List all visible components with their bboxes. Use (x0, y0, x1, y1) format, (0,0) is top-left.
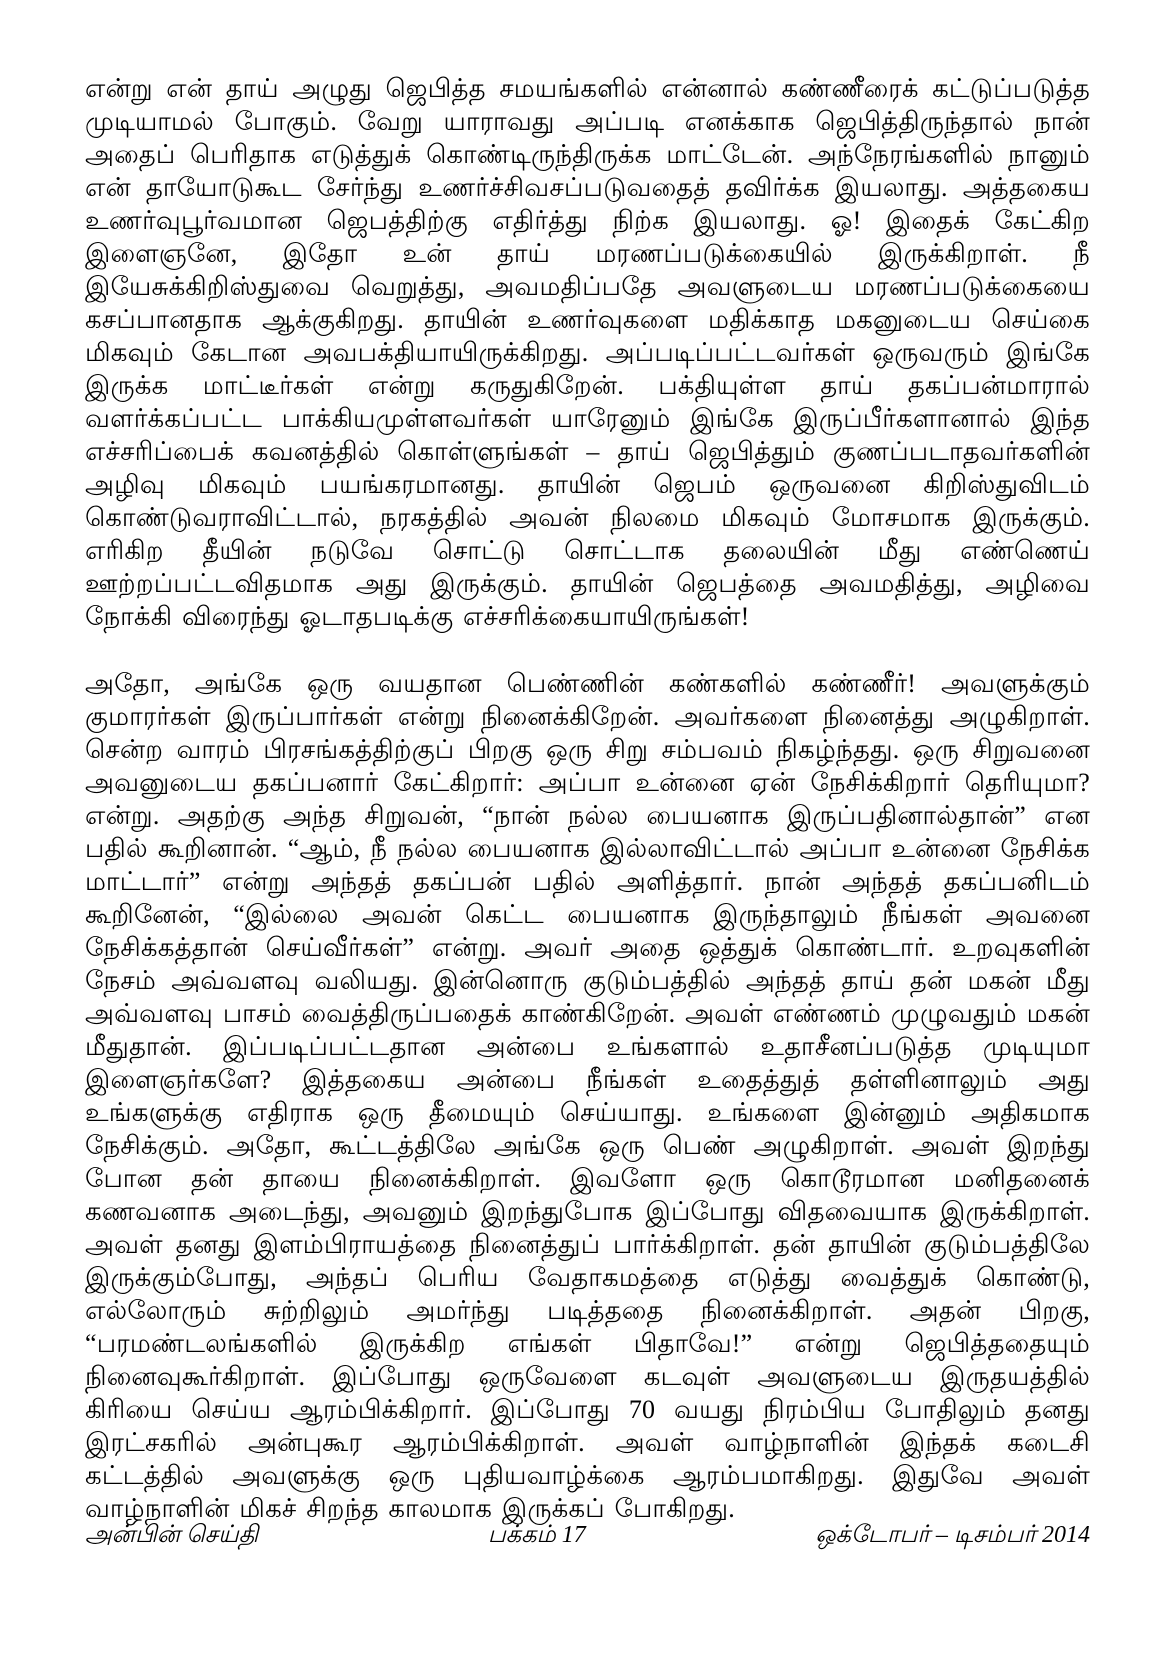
paragraph-1: என்று என் தாய் அழுது ஜெபித்த சமயங்களில் என்னால் கண்ணீரைக் கட்டுப்படுத்த முடியாமல் போகும். வேறு யாராவது அப்படி எனக்காக ஜெபித்திருந்தால் நான் அதைப் பெரிதாக எடுத்துக் கொண்டிருந்திருக்க மாட்டேன். அந்நேரங்களில் நானும் என் தாயோடுகூட சேர்ந்து உணர்ச்சிவசப்படுவதைத் தவிர்க்க இயலாது. அத்தகைய உணர்வுபூர்வமான ஜெபத்திற்கு எதிர்த்து நிற்க இயலாது. ஓ! இதைக் கேட்கிற இளைஞனே, இதோ உன் தாய் மரணப்படுக்கையில் இருக்கிறாள். நீ இயேசுக்கிறிஸ்துவை வெறுத்து, அவமதிப்பதே அவளுடைய மரணப்படுக்கையை கசப்பானதாக ஆக்குகிறது. தாயின் உணர்வுகளை மதிக்காத மகனுடைய செய்கை மிகவும் கேடான அவபக்தியாயிருக்கிறது. அப்படிப்பட்டவர்கள் ஒருவரும் இங்கே இருக்க மாட்டீர்கள் என்று கருதுகிறேன். பக்தியுள்ள தாய் தகப்பன்மாரால் வளர்க்கப்பட்ட பாக்கியமுள்ளவர்கள் யாரேனும் இங்கே இருப்பீர்களானால் இந்த எச்சரிப்பைக் கவனத்தில் கொள்ளுங்கள் – தாய் ஜெபித்தும் குணப்படாதவர்களின் அழிவு மிகவும் பயங்கரமானது. தாயின் ஜெபம் ஒருவனை கிறிஸ்துவிடம் கொண்டுவராவிட்டால், நரகத்தில் அவன் நிலமை மிகவும் மோசமாக இருக்கும். எரிகிற தீயின் நடுவே சொட்டு சொட்டாக தலையின் மீது எண்ணெய் ஊற்றப்பட்டவிதமாக அது இருக்கும். தாயின் ஜெபத்தை அவமதித்து, அழிவை நோக்கி விரைந்து ஓடாதபடிக்கு எச்சரிக்கையாயிருங்கள்! (85, 74, 1090, 631)
paragraph-2: அதோ, அங்கே ஒரு வயதான பெண்ணின் கண்களில் கண்ணீர்! அவளுக்கும் குமாரர்கள் இருப்பார்கள் என்று நினைக்கிறேன். அவர்களை நினைத்து அழுகிறாள். சென்ற வாரம் பிரசங்கத்திற்குப் பிறகு ஒரு சிறு சம்பவம் நிகழ்ந்தது. ஒரு சிறுவனை அவனுடைய தகப்பனார் கேட்கிறார்: அப்பா உன்னை ஏன் நேசிக்கிறார் தெரியுமா? என்று. அதற்கு அந்த சிறுவன், “நான் நல்ல பையனாக இருப்பதினால்தான்” என பதில் கூறினான். “ஆம், நீ நல்ல பையனாக இல்லாவிட்டால் அப்பா உன்னை நேசிக்க மாட்டார்” என்று அந்தத் தகப்பன் பதில் அளித்தார். நான் அந்தத் தகப்பனிடம் கூறினேன், “இல்லை அவன் கெட்ட பையனாக இருந்தாலும் நீங்கள் அவனை நேசிக்கத்தான் செய்வீர்கள்” என்று. அவர் அதை ஒத்துக் கொண்டார். உறவுகளின் நேசம் அவ்வளவு வலியது. இன்னொரு குடும்பத்தில் அந்தத் தாய் தன் மகன் மீது அவ்வளவு பாசம் வைத்திருப்பதைக் காண்கிறேன். அவள் எண்ணம் முழுவதும் மகன் மீதுதான். இப்படிப்பட்டதான அன்பை உங்களால் உதாசீனப்படுத்த முடியுமா இளைஞர்களே? இத்தகைய அன்பை நீங்கள் உதைத்துத் தள்ளினாலும் அது உங்களுக்கு எதிராக ஒரு தீமையும் செய்யாது. உங்களை இன்னும் அதிகமாக நேசிக்கும். அதோ, கூட்டத்திலே அங்கே ஒரு பெண் அழுகிறாள். அவள் இறந்து போன தன் தாயை நினைக்கிறாள். இவளோ ஒரு கொடூரமான மனிதனைக் கணவனாக அடைந்து, அவனும் இறந்துபோக இப்போது விதவையாக இருக்கிறாள். அவள் தனது இளம்பிராயத்தை நினைத்துப் பார்க்கிறாள். தன் தாயின் குடும்பத்திலே இருக்கும்போது, அந்தப் பெரிய வேதாகமத்தை எடுத்து வைத்துக் கொண்டு, எல்லோரும் சுற்றிலும் அமர்ந்து படித்ததை நினைக்கிறாள். அதன் பிறகு, “பரமண்டலங்களில் இருக்கிற எங்கள் பிதாவே!” என்று ஜெபித்ததையும் நினைவுகூர்கிறாள். இப்போது ஒருவேளை கடவுள் அவளுடைய இருதயத்தில் கிரியை செய்ய ஆரம்பிக்கிறார். இப்போது 70 வயது நிரம்பிய போதிலும் தனது இரட்சகரில் அன்புகூர ஆரம்பிக்கிறாள். அவள் வாழ்நாளின் இந்தக் கடைசி கட்டத்தில் அவளுக்கு ஒரு புதியவாழ்க்கை ஆரம்பமாகிறது. இதுவே அவள் வாழ்நாளின் மிகச் சிறந்த காலமாக இருக்கப் போகிறது. (85, 669, 1090, 1523)
article-body (85, 72, 1090, 1525)
footer-publication-title: அன்பின் செய்தி (85, 1522, 259, 1548)
footer-page-number: பக்கம் 17 (487, 1522, 586, 1548)
page-footer (85, 1522, 1090, 1551)
footer-issue-date: ஒக்டோபர் – டிசம்பர் 2014 (815, 1522, 1090, 1548)
